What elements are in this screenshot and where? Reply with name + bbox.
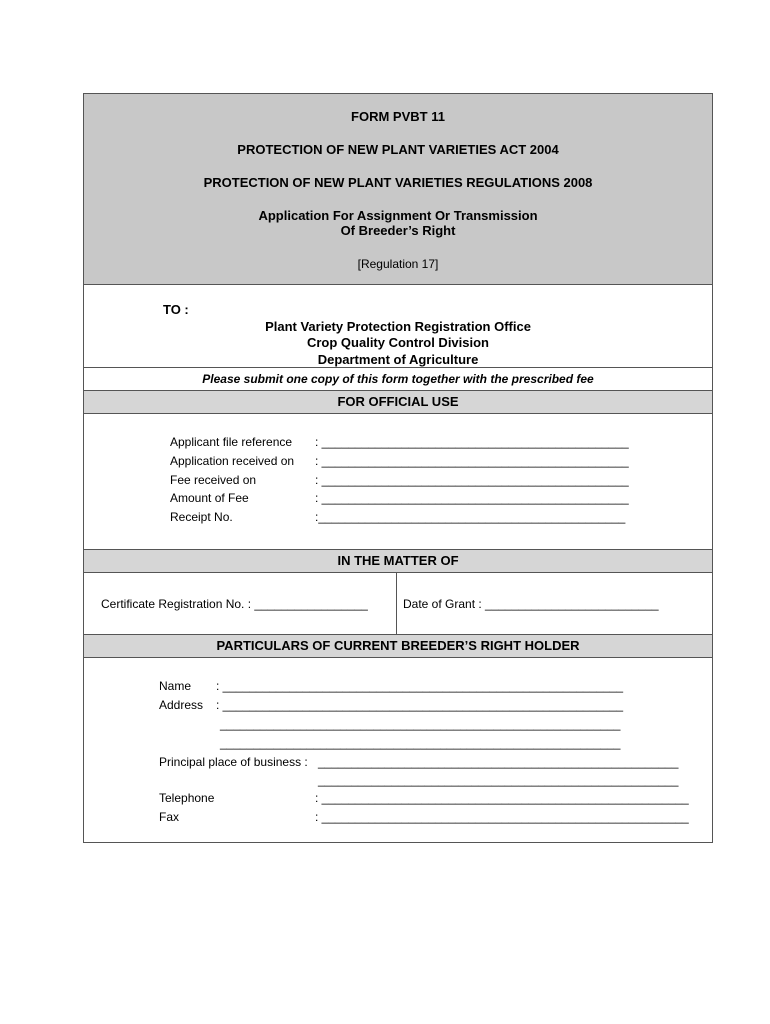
certificate-registration-field[interactable]: Certificate Registration No. : _________________ <box>101 597 368 611</box>
business-field-line1[interactable]: ______________________________________________________ <box>318 755 679 769</box>
form-header <box>84 94 712 285</box>
in-the-matter-heading: IN THE MATTER OF <box>84 549 712 573</box>
recipient-office: Plant Variety Protection Registration Office <box>265 319 531 334</box>
address-field-line3[interactable]: ____________________________________________________________ <box>220 736 621 750</box>
date-of-grant-field[interactable]: Date of Grant : __________________________ <box>403 597 659 611</box>
recipient-department: Department of Agriculture <box>317 352 479 367</box>
application-title-line1: Application For Assignment Or Transmission <box>258 208 538 223</box>
divider <box>84 367 712 368</box>
regulation-reference: [Regulation 17] <box>357 257 439 271</box>
official-use-heading: FOR OFFICIAL USE <box>84 390 712 414</box>
column-divider <box>396 573 397 635</box>
fax-label: Fax <box>159 810 180 824</box>
field-label-applicant-file-reference: Applicant file reference <box>170 435 293 449</box>
holder-particulars-heading: PARTICULARS OF CURRENT BREEDER’S RIGHT HOLDER <box>84 634 712 658</box>
field-label-fee-received-on: Fee received on <box>170 473 257 487</box>
form-number: FORM PVBT 11 <box>351 109 445 124</box>
field-input-amount-of-fee[interactable]: : ______________________________________________ <box>315 491 629 505</box>
business-label: Principal place of business : <box>159 755 308 769</box>
field-label-amount-of-fee: Amount of Fee <box>170 491 249 505</box>
field-input-fee-received-on[interactable]: : ______________________________________________ <box>315 473 629 487</box>
address-label: Address <box>159 698 204 712</box>
field-input-applicant-file-reference[interactable]: : ______________________________________________ <box>315 435 629 449</box>
name-field[interactable]: : ____________________________________________________________ <box>216 679 624 693</box>
address-field-line2[interactable]: ____________________________________________________________ <box>220 717 621 731</box>
regulations-title: PROTECTION OF NEW PLANT VARIETIES REGULATIONS 2008 <box>203 175 593 190</box>
field-input-application-received-on[interactable]: : ______________________________________________ <box>315 454 629 468</box>
telephone-field[interactable]: : _______________________________________________________ <box>315 791 689 805</box>
fax-field[interactable]: : _______________________________________________________ <box>315 810 689 824</box>
application-title-line2: Of Breeder’s Right <box>340 223 456 238</box>
application-form <box>83 93 713 843</box>
recipient-division: Crop Quality Control Division <box>306 335 489 350</box>
address-field-line1[interactable]: : ____________________________________________________________ <box>216 698 624 712</box>
field-input-receipt-no[interactable]: :______________________________________________ <box>315 510 626 524</box>
act-title: PROTECTION OF NEW PLANT VARIETIES ACT 2004 <box>237 142 559 157</box>
to-label: TO : <box>163 302 189 317</box>
field-label-receipt-no: Receipt No. <box>170 510 233 524</box>
submission-instruction: Please submit one copy of this form together with the prescribed fee <box>202 372 594 386</box>
field-label-application-received-on: Application received on <box>170 454 295 468</box>
business-field-line2[interactable]: ______________________________________________________ <box>318 773 679 787</box>
name-label: Name <box>159 679 192 693</box>
telephone-label: Telephone <box>159 791 215 805</box>
